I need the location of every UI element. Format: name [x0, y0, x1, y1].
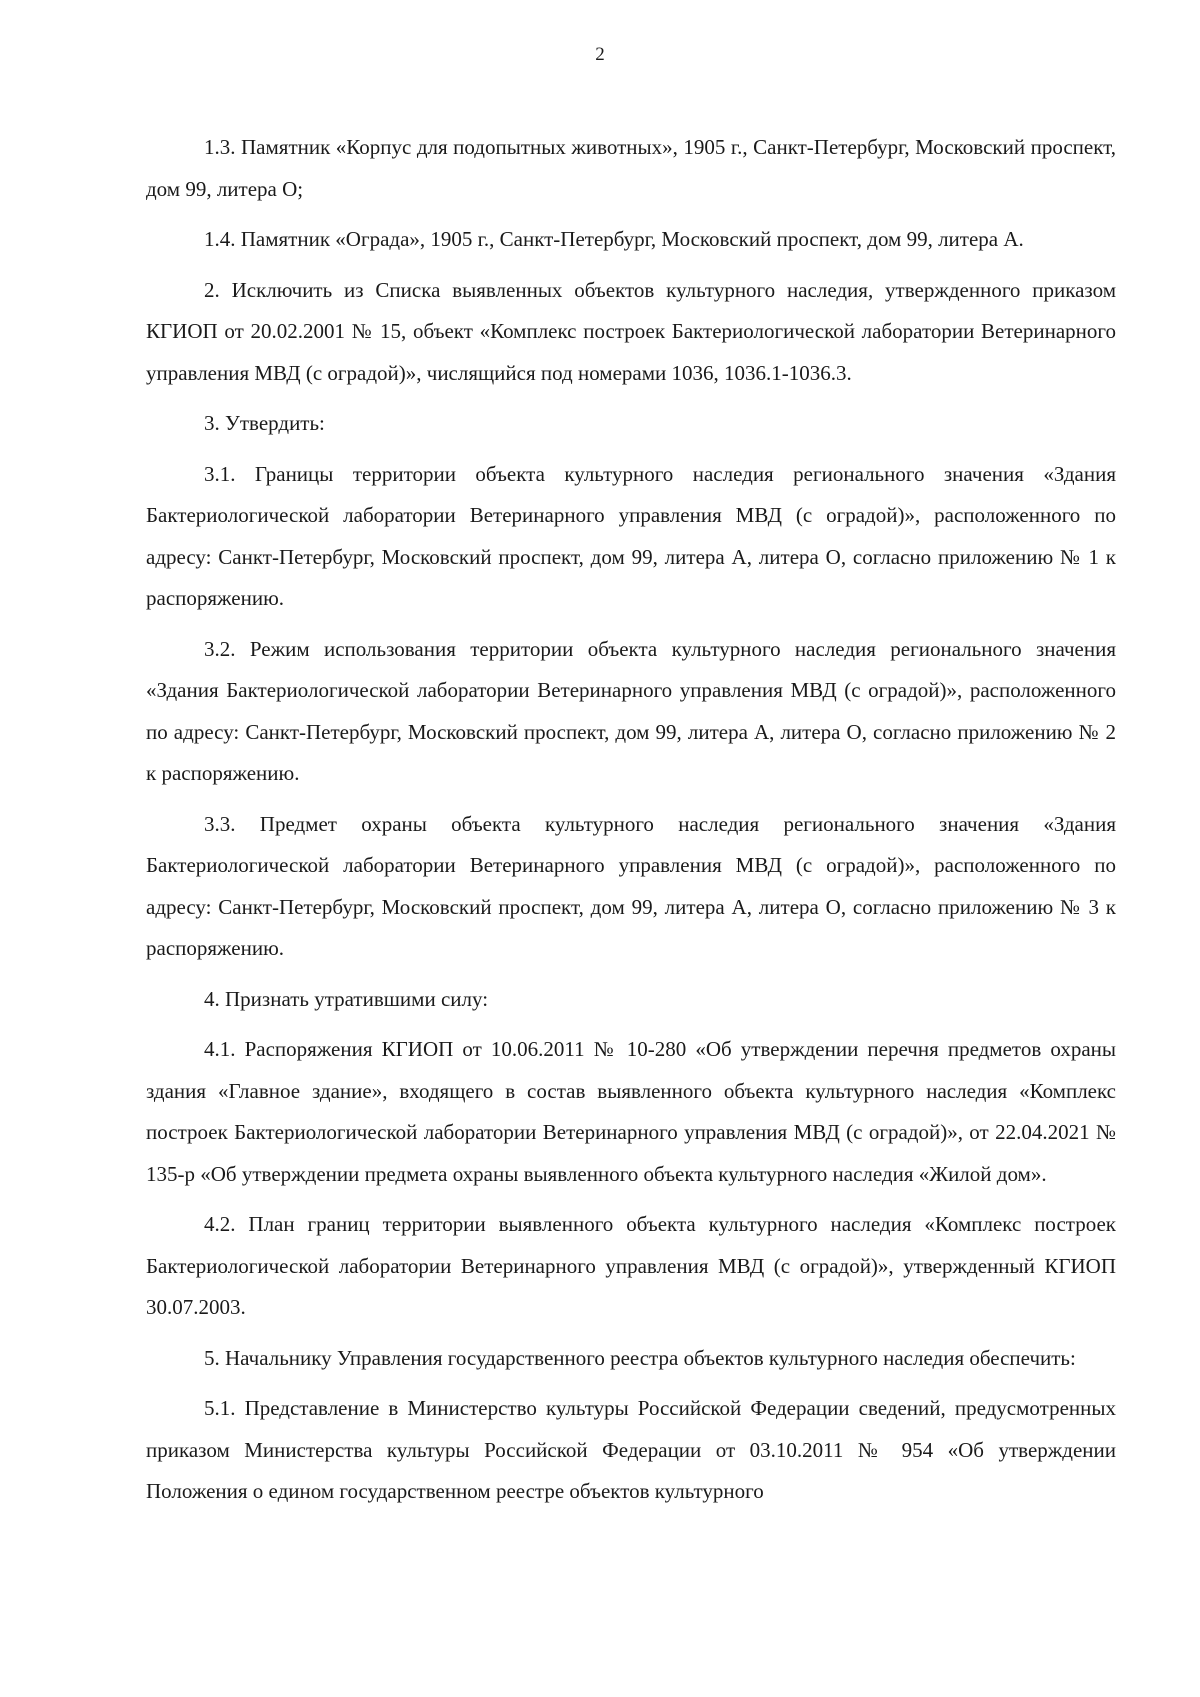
paragraph-3-2: 3.2. Режим использования территории объекта культурного наследия регионального значения «Здания Бактериологической лаборатории Ветеринарного управления МВД (с оградой)», расположенного по адресу: Санкт-Петербург, Московский проспект, дом 99, литера А, литера О, согласно приложению № 2 к распоряжению.	[146, 636, 1116, 785]
paragraph-4-1: 4.1. Распоряжения КГИОП от 10.06.2011 № 10-280 «Об утверждении перечня предметов охраны здания «Главное здание», входящего в состав выявленного объекта культурного наследия «Комплекс построек Бактериологической лаборатории Ветеринарного управления МВД (с оградой)», от 22.04.2021 № 135-р «Об утверждении предмета охраны выявленного объекта культурного наследия «Жилой дом».	[146, 1037, 1116, 1186]
paragraph-5: 5. Начальнику Управления государственного реестра объектов культурного наследия обеспечить:	[204, 1345, 1076, 1370]
document-body	[146, 127, 1116, 1522]
page-number: 2	[595, 44, 605, 65]
paragraph-2: 2. Исключить из Списка выявленных объектов культурного наследия, утвержденного приказом КГИОП от 20.02.2001 № 15, объект «Комплекс построек Бактериологической лаборатории Ветеринарного управления МВД (с оградой)», числящийся под номерами 1036, 1036.1-1036.3.	[146, 277, 1116, 385]
paragraph-3: 3. Утвердить:	[204, 411, 325, 435]
paragraph-1-4: 1.4. Памятник «Ограда», 1905 г., Санкт-Петербург, Московский проспект, дом 99, литера А.	[204, 227, 1024, 251]
paragraph-4: 4. Признать утратившими силу:	[204, 986, 489, 1011]
paragraph-4-2: 4.2. План границ территории выявленного объекта культурного наследия «Комплекс построек Бактериологической лаборатории Ветеринарного управления МВД (с оградой)», утвержденный КГИОП 30.07.2003.	[146, 1212, 1116, 1319]
paragraph-3-3: 3.3. Предмет охраны объекта культурного наследия регионального значения «Здания Бактериологической лаборатории Ветеринарного управления МВД (с оградой)», расположенного по адресу: Санкт-Петербург, Московский проспект, дом 99, литера А, литера О, согласно приложению № 3 к распоряжению.	[146, 811, 1116, 960]
paragraph-3-1: 3.1. Границы территории объекта культурного наследия регионального значения «Здания Бактериологической лаборатории Ветеринарного управления МВД (с оградой)», расположенного по адресу: Санкт-Петербург, Московский проспект, дом 99, литера А, литера О, согласно приложению № 1 к распоряжению.	[146, 461, 1116, 610]
paragraph-1-3: 1.3. Памятник «Корпус для подопытных животных», 1905 г., Санкт-Петербург, Московский проспект, дом 99, литера О;	[146, 135, 1116, 201]
paragraph-5-1: 5.1. Представление в Министерство культуры Российской Федерации сведений, предусмотренных приказом Министерства культуры Российской Федерации от 03.10.2011 № 954 «Об утверждении Положения о едином государственном реестре объектов культурного	[146, 1396, 1116, 1503]
